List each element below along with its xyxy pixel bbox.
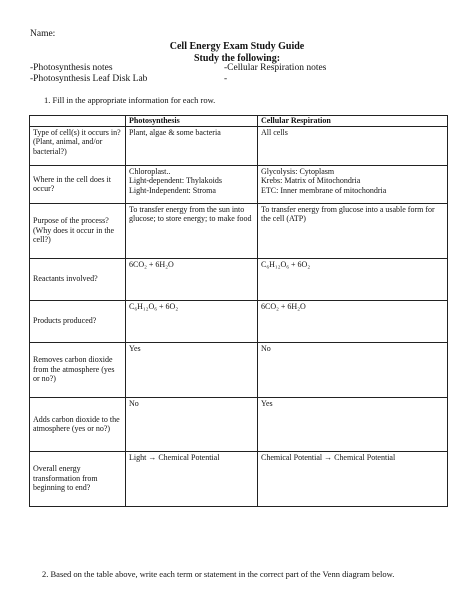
photosynthesis-cell bbox=[126, 300, 258, 342]
table-header-row bbox=[30, 116, 448, 127]
table-row bbox=[30, 342, 448, 397]
study-note: -Photosynthesis Leaf Disk Lab bbox=[30, 74, 148, 84]
photosynthesis-cell bbox=[126, 203, 258, 258]
respiration-cell bbox=[258, 342, 448, 397]
cell-line: To transfer energy from glucose into a usable form for the cell (ATP) bbox=[261, 204, 435, 224]
photosynthesis-cell bbox=[126, 342, 258, 397]
cell-line: C₆H₁₂O₆ + 6O₂ bbox=[129, 301, 179, 311]
cell-line: Plant, algae & some bacteria bbox=[129, 127, 221, 137]
cell-line: ETC: Inner membrane of mitochondria bbox=[261, 185, 387, 195]
table-row bbox=[30, 451, 448, 506]
cell-line: Yes bbox=[129, 343, 141, 353]
question-2: 2. Based on the table above, write each term or statement in the correct part of the Venn diagram below. bbox=[42, 569, 395, 579]
question-1: 1. Fill in the appropriate information for each row. bbox=[44, 95, 216, 105]
row-label: Where in the cell does it occur? bbox=[30, 165, 126, 203]
photosynthesis-cell bbox=[126, 451, 258, 506]
cell-line: 6CO₂ + 6H₂O bbox=[261, 301, 306, 311]
table-row bbox=[30, 203, 448, 258]
cell-line: 6CO₂ + 6H₂O bbox=[129, 259, 174, 269]
page-subtitle: Study the following: bbox=[193, 53, 281, 64]
row-label: Products produced? bbox=[30, 300, 126, 342]
respiration-cell bbox=[258, 397, 448, 451]
cell-line: C₆H₁₂O₆ + 6O₂ bbox=[261, 259, 311, 269]
photosynthesis-cell bbox=[126, 258, 258, 300]
cell-line: Chemical Potential → Chemical Potential bbox=[261, 452, 396, 462]
respiration-cell bbox=[258, 165, 448, 203]
photosynthesis-cell bbox=[126, 397, 258, 451]
respiration-cell bbox=[258, 203, 448, 258]
cell-line: Light → Chemical Potential bbox=[129, 452, 220, 462]
table-row bbox=[30, 165, 448, 203]
comparison-table bbox=[29, 115, 448, 507]
header-cell: Cellular Respiration bbox=[258, 116, 448, 127]
name-label: Name: bbox=[30, 29, 56, 39]
respiration-cell bbox=[258, 126, 448, 165]
cell-line: Yes bbox=[261, 398, 273, 408]
respiration-cell bbox=[258, 258, 448, 300]
cell-line: Light-dependent: Thylakoids bbox=[129, 176, 222, 186]
cell-line: Glycolysis: Cytoplasm bbox=[261, 166, 335, 176]
row-label: Overall energy transformation from beginning to end? bbox=[30, 451, 126, 506]
cell-line: To transfer energy from the sun into glucose; to store energy; to make food bbox=[129, 204, 252, 224]
row-label: Reactants involved? bbox=[30, 258, 126, 300]
table-row bbox=[30, 126, 448, 165]
study-note: -Cellular Respiration notes bbox=[224, 63, 327, 73]
table-row bbox=[30, 397, 448, 451]
photosynthesis-cell bbox=[126, 165, 258, 203]
table-row bbox=[30, 300, 448, 342]
cell-line: Krebs: Matrix of Mitochondria bbox=[261, 176, 361, 186]
header-cell: Photosynthesis bbox=[126, 116, 258, 127]
table-row bbox=[30, 258, 448, 300]
cell-line: Chloroplast.. bbox=[129, 166, 171, 176]
photosynthesis-cell bbox=[126, 126, 258, 165]
cell-line: No bbox=[261, 343, 271, 353]
cell-line: All cells bbox=[261, 127, 288, 137]
study-note: - bbox=[224, 74, 228, 84]
respiration-cell bbox=[258, 451, 448, 506]
respiration-cell bbox=[258, 300, 448, 342]
page-title: Cell Energy Exam Study Guide bbox=[169, 41, 305, 52]
row-label: Adds carbon dioxide to the atmosphere (yes or no?) bbox=[30, 397, 126, 451]
row-label: Type of cell(s) it occurs in? (Plant, animal, and/or bacterial?) bbox=[30, 126, 126, 165]
row-label: Removes carbon dioxide from the atmosphere (yes or no?) bbox=[30, 342, 126, 397]
cell-line: No bbox=[129, 398, 139, 408]
header-cell bbox=[30, 116, 126, 127]
cell-line: Light-Independent: Stroma bbox=[129, 185, 216, 195]
study-note: -Photosynthesis notes bbox=[30, 63, 113, 73]
row-label: Purpose of the process? (Why does it occur in the cell?) bbox=[30, 203, 126, 258]
